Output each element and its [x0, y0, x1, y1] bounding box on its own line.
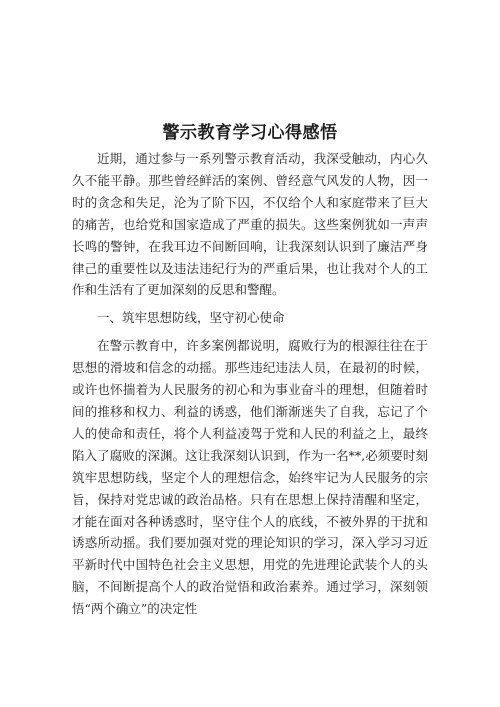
- paragraph-section-1: 在警示教育中，许多案例都说明，腐败行为的根源往往在于思想的滑坡和信念的动摇。那些违纪违法人员，在最初的时候，或许也怀揣着为人民服务的初心和为事业奋斗的理想，但随着时间的推移和权力、利益的诱惑，他们渐渐迷失了自我，忘记了个人的使命和责任，将个人利益凌驾于党和人民的利益之上，最终陷入了腐败的深渊。这让我深刻认识到，作为一名**,必须要时刻筑牢思想防线，坚定个人的理想信念，始终牢记为人民服务的宗旨，保持对党忠诚的政治品格。只有在思想上保持清醒和坚定，才能在面对各种诱惑时，坚守住个人的底线，不被外界的干扰和诱惑所动摇。我们要加强对党的理论知识的学习，深入学习习近平新时代中国特色社会主义思想，用党的先进理论武装个人的头脑，不间断提高个人的政治觉悟和政治素养。通过学习，深刻领悟“两个确立”的决定性: [72, 338, 428, 617]
- section-heading: 一、筑牢思想防线，坚守初心使命: [97, 310, 285, 326]
- paragraph-intro: 近期，通过参与一系列警示教育活动，我深受触动，内心久久不能平静。那些曾经鲜活的案例、曾经意气风发的人物，因一时的贪念和失足，沦为了阶下囚，不仅给个人和家庭带来了巨大的痛苦，也给党和国家造成了严重的损失。这些案例犹如一声声长鸣的警钟，在我耳边不间断回响，让我深刻认识到了廉洁严身律己的重要性以及违法违纪行为的严重后果，也让我对个人的工作和生活有了更加深刻的反思和警醒。: [72, 151, 428, 298]
- document-body: [72, 148, 428, 620]
- document-title: 警示教育学习心得感悟: [162, 123, 338, 143]
